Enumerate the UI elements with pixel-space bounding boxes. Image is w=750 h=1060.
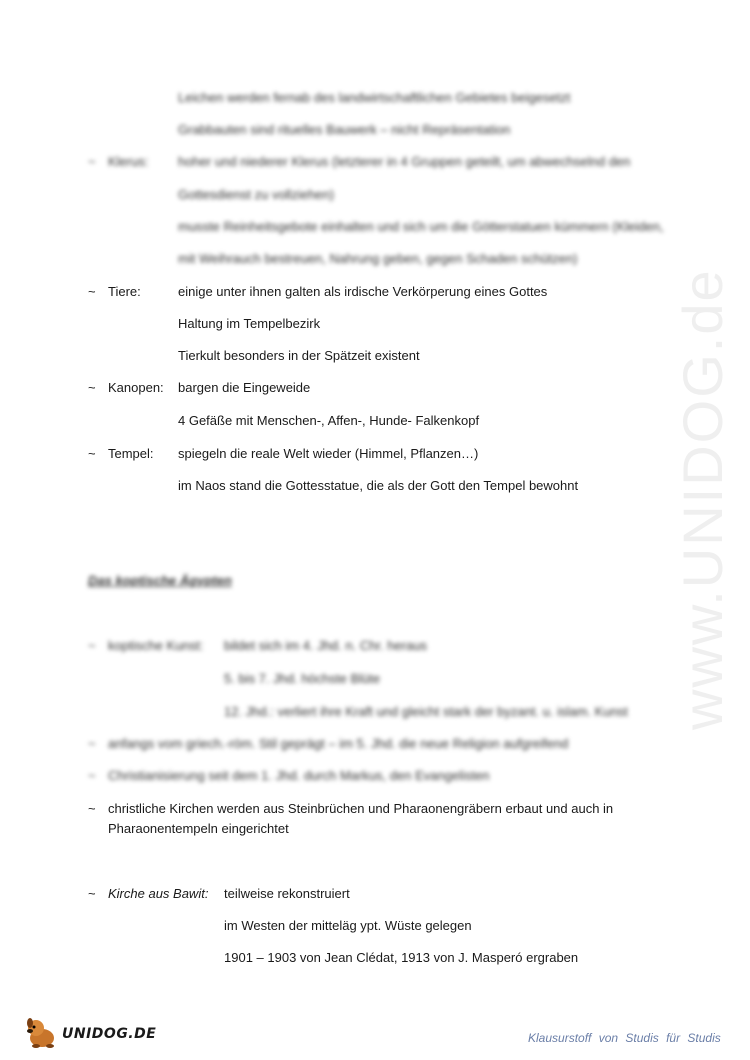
kirchen-line: christliche Kirchen werden aus Steinbrüchen und Pharaonengräbern erbaut und auch in bbox=[108, 801, 614, 816]
term-bawit: Kirche aus Bawit: bbox=[108, 886, 209, 901]
tempel-line: im Naos stand die Gottesstatue, die als der Gott den Tempel bewohnt bbox=[178, 478, 579, 493]
term-klerus: Klerus: bbox=[108, 154, 149, 169]
term-tiere: Tiere: bbox=[108, 284, 141, 299]
blurred-line: Grabbauten sind rituelles Bauwerk – nicht Repräsentation bbox=[178, 122, 511, 137]
blurred-line: Leichen werden fernab des landwirtschaftlichen Gebietes beigesetzt bbox=[178, 90, 571, 105]
bawit-line: im Westen der mitteläg ypt. Wüste gelegen bbox=[224, 918, 472, 933]
kanopen-line: 4 Gefäße mit Menschen-, Affen-, Hunde- Falkenkopf bbox=[178, 413, 480, 428]
kirchen-line: Pharaonentempeln eingerichtet bbox=[108, 821, 289, 836]
watermark: www.UNIDOG.de bbox=[671, 268, 734, 730]
unidog-logo[interactable] bbox=[22, 1016, 157, 1050]
term-tempel: Tempel: bbox=[108, 446, 154, 461]
klerus-line: musste Reinheitsgebote einhalten und sich um die Götterstatuen kümmern (Kleiden, bbox=[178, 219, 664, 234]
term-kanopen: Kanopen: bbox=[108, 380, 164, 395]
term-koptische-kunst: koptische Kunst: bbox=[108, 638, 204, 653]
klerus-line: mit Weihrauch bestreuen, Nahrung geben, gegen Schaden schützen) bbox=[178, 251, 578, 266]
klerus-line: Gottesdienst zu vollziehen) bbox=[178, 187, 335, 202]
bullet-tilde: ~ bbox=[88, 284, 96, 299]
blurred-bullet: anfangs vom griech.-röm. Stil geprägt – im 5. Jhd. die neue Religion aufgreifend bbox=[108, 736, 569, 751]
blurred-bullet: Christianisierung seit dem 1. Jhd. durch Markus, den Evangelisten bbox=[108, 768, 490, 783]
klerus-line: hoher und niederer Klerus (letzterer in 4 Gruppen geteilt, um abwechselnd den bbox=[178, 154, 631, 169]
bullet-tilde: ~ bbox=[88, 638, 96, 653]
tiere-line: Haltung im Tempelbezirk bbox=[178, 316, 321, 331]
tempel-line: spiegeln die reale Welt wieder (Himmel, Pflanzen…) bbox=[178, 446, 479, 461]
kunst-line: 5. bis 7. Jhd. höchste Blüte bbox=[224, 671, 381, 686]
bullet-tilde: ~ bbox=[88, 886, 96, 901]
kunst-line: 12. Jhd.: verliert ihre Kraft und gleicht stark der byzant. u. islam. Kunst bbox=[224, 704, 628, 719]
dog-icon bbox=[22, 1016, 62, 1050]
bullet-tilde: ~ bbox=[88, 768, 96, 783]
bullet-tilde: ~ bbox=[88, 380, 96, 395]
bawit-line: teilweise rekonstruiert bbox=[224, 886, 350, 901]
bullet-tilde: ~ bbox=[88, 154, 96, 169]
section-heading: Das koptische Ägypten bbox=[88, 573, 232, 588]
tiere-line: Tierkult besonders in der Spätzeit existent bbox=[178, 348, 420, 363]
bawit-line: 1901 – 1903 von Jean Clédat, 1913 von J. Masperó ergraben bbox=[224, 950, 579, 965]
bullet-tilde: ~ bbox=[88, 801, 96, 816]
kunst-line: bildet sich im 4. Jhd. n. Chr. heraus bbox=[224, 638, 428, 653]
tiere-line: einige unter ihnen galten als irdische Verkörperung eines Gottes bbox=[178, 284, 548, 299]
kanopen-line: bargen die Eingeweide bbox=[178, 380, 311, 395]
footer-tagline: Klausurstoff von Studis für Studis bbox=[528, 1031, 721, 1045]
logo-text: UNIDOG.DE bbox=[62, 1026, 157, 1042]
bullet-tilde: ~ bbox=[88, 446, 96, 461]
bullet-tilde: ~ bbox=[88, 736, 96, 751]
